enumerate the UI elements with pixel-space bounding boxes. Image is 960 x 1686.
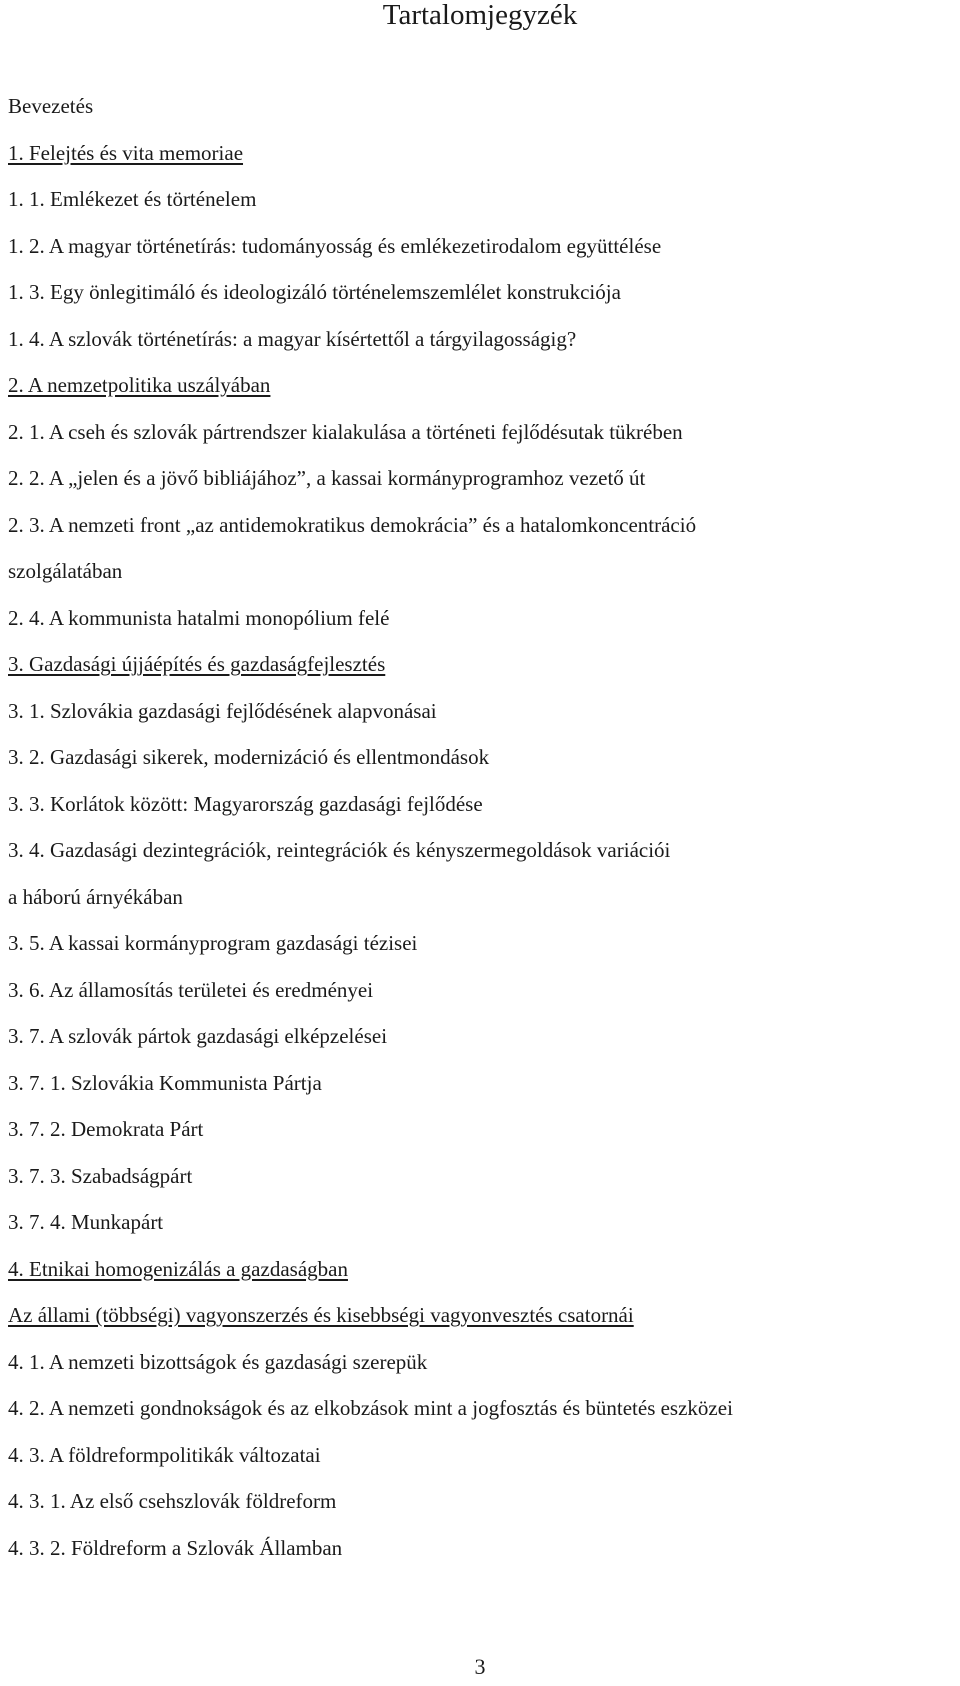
- toc-entry[interactable]: [8, 1536, 958, 1583]
- toc-entry-text: 2. 3. A nemzeti front „az antidemokratikus demokrácia” és a hatalomkoncentráció: [8, 512, 697, 537]
- toc-entry-text: 4. Etnikai homogenizálás a gazdaságban: [8, 1256, 348, 1281]
- toc-entry-text: 2. A nemzetpolitika uszályában: [8, 373, 271, 397]
- toc-entry-text: 1. 2. A magyar történetírás: tudományosság és emlékezetirodalom együttélése: [8, 233, 662, 258]
- toc-entry-text: 3. 4. Gazdasági dezintegrációk, reintegrációk és kényszermegoldások variációi: [8, 838, 671, 862]
- toc-entry[interactable]: [8, 885, 958, 932]
- toc-entry-text: Az állami (többségi) vagyonszerzés és kisebbségi vagyonvesztés csatornái: [8, 1303, 634, 1327]
- toc-entry-text: 3. 7. 1. Szlovákia Kommunista Pártja: [8, 1070, 322, 1095]
- toc-entry-text: 3. Gazdasági újjáépítés és gazdaságfejlesztés: [8, 652, 386, 676]
- toc-entry-text: 2. 2. A „jelen és a jövő bibliájához”, a kassai kormányprogramhoz vezető út: [8, 466, 646, 490]
- toc-entry-text: 4. 1. A nemzeti bizottságok és gazdasági szerepük: [8, 1349, 428, 1374]
- toc-entry-text: 2. 1. A cseh és szlovák pártrendszer kialakulása a történeti fejlődésutak tükrében: [8, 419, 683, 444]
- toc-entry-text: 3. 6. Az államosítás területei és eredményei: [8, 977, 374, 1002]
- toc-entry-text: 1. 1. Emlékezet és történelem: [8, 187, 257, 211]
- toc-entry[interactable]: [8, 652, 958, 699]
- toc-entry-text: 1. 3. Egy önlegitimáló és ideologizáló történelemszemlélet konstrukciója: [8, 280, 621, 304]
- toc-entry[interactable]: [8, 1071, 958, 1118]
- toc-entry[interactable]: [8, 1396, 958, 1443]
- toc-entry[interactable]: [8, 513, 958, 560]
- toc-entry-text: 3. 5. A kassai kormányprogram gazdasági tézisei: [8, 931, 418, 955]
- toc-entry[interactable]: [8, 1024, 958, 1071]
- toc-entry-text: 4. 2. A nemzeti gondnokságok és az elkobzások mint a jogfosztás és büntetés eszközei: [8, 1396, 733, 1420]
- toc-entry-text: 3. 7. A szlovák pártok gazdasági elképzelései: [8, 1024, 388, 1048]
- toc-entry-text: a háború árnyékában: [8, 884, 183, 909]
- toc-entry-text: 3. 7. 2. Demokrata Párt: [8, 1117, 204, 1141]
- toc-entry-text: 1. 4. A szlovák történetírás: a magyar kísértettől a tárgyilagosságig?: [8, 326, 577, 351]
- toc-entry[interactable]: [8, 1210, 958, 1257]
- toc-entry-text: 3. 2. Gazdasági sikerek, modernizáció és ellentmondások: [8, 745, 490, 769]
- toc-entry[interactable]: [8, 838, 958, 885]
- toc-entry-text: Bevezetés: [8, 94, 94, 118]
- toc-entry[interactable]: [8, 1257, 958, 1304]
- toc-entry[interactable]: [8, 1489, 958, 1536]
- toc-entry[interactable]: [8, 699, 958, 746]
- toc-entry-text: 3. 3. Korlátok között: Magyarország gazdasági fejlődése: [8, 791, 483, 816]
- toc-entry[interactable]: [8, 94, 958, 141]
- toc-entry-text: 4. 3. A földreformpolitikák változatai: [8, 1442, 321, 1467]
- toc-entry[interactable]: [8, 745, 958, 792]
- toc-entry[interactable]: [8, 606, 958, 653]
- toc-entry[interactable]: [8, 327, 958, 374]
- table-of-contents: [8, 94, 958, 1582]
- toc-entry[interactable]: [8, 420, 958, 467]
- toc-entry[interactable]: [8, 1443, 958, 1490]
- toc-entry-text: 4. 3. 2. Földreform a Szlovák Államban: [8, 1535, 343, 1560]
- toc-entry[interactable]: [8, 978, 958, 1025]
- toc-entry[interactable]: [8, 792, 958, 839]
- toc-entry[interactable]: [8, 466, 958, 513]
- toc-entry-text: 4. 3. 1. Az első csehszlovák földreform: [8, 1489, 337, 1513]
- toc-entry[interactable]: [8, 187, 958, 234]
- toc-entry[interactable]: [8, 373, 958, 420]
- toc-entry[interactable]: [8, 559, 958, 606]
- toc-entry-text: 2. 4. A kommunista hatalmi monopólium felé: [8, 605, 390, 630]
- toc-entry[interactable]: [8, 931, 958, 978]
- toc-entry[interactable]: [8, 1164, 958, 1211]
- toc-entry[interactable]: [8, 1350, 958, 1397]
- toc-entry-text: szolgálatában: [8, 559, 123, 583]
- toc-entry-text: 3. 1. Szlovákia gazdasági fejlődésének alapvonásai: [8, 698, 437, 723]
- toc-entry-text: 3. 7. 3. Szabadságpárt: [8, 1163, 193, 1188]
- toc-entry[interactable]: [8, 1303, 958, 1350]
- toc-entry[interactable]: [8, 234, 958, 281]
- toc-entry-text: 3. 7. 4. Munkapárt: [8, 1210, 164, 1234]
- toc-entry-text: 1. Felejtés és vita memoriae: [8, 140, 244, 165]
- toc-entry[interactable]: [8, 1117, 958, 1164]
- toc-entry[interactable]: [8, 280, 958, 327]
- page-title: Tartalomjegyzék: [382, 0, 578, 31]
- page-number: 3: [474, 1654, 486, 1679]
- toc-entry[interactable]: [8, 141, 958, 188]
